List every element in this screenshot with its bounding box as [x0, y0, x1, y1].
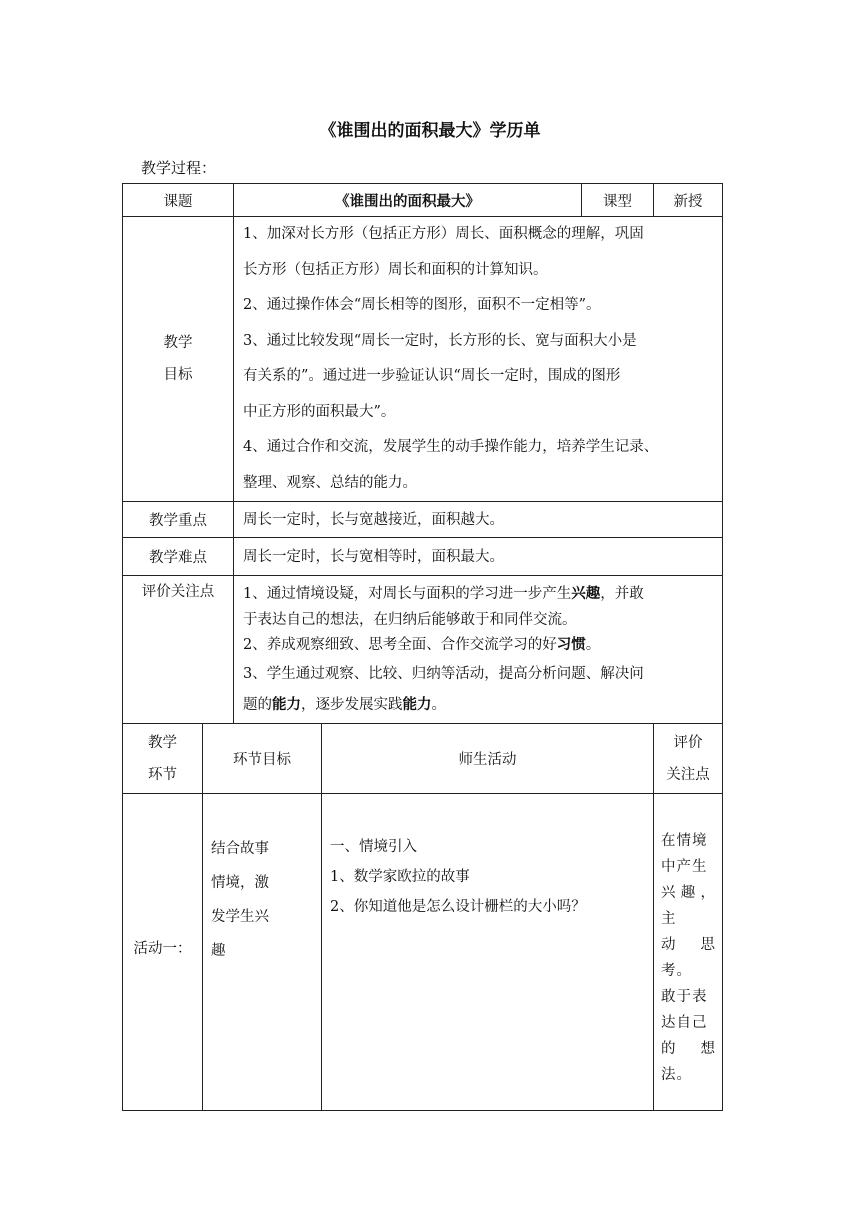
- objective-line: 2、通过操作体会“周长相等的图形，面积不一定相等”。: [243, 297, 601, 313]
- objective-line: 4、通过合作和交流，发展学生的动手操作能力，培养学生记录、: [243, 439, 659, 455]
- type-label: 课型: [582, 184, 654, 217]
- topic-row: [123, 184, 723, 217]
- activity-one-focus: [654, 794, 723, 1111]
- goal-line: 结合故事: [211, 841, 269, 857]
- difficult-point-label: 教学难点: [123, 538, 234, 576]
- evaluation-label: 评价关注点: [123, 576, 234, 724]
- activity-line: 1、数学家欧拉的故事: [330, 869, 470, 885]
- difficult-point-row: [123, 538, 723, 576]
- focus-line: 达自己: [661, 1015, 708, 1031]
- activity-one-stage: 活动一：: [123, 794, 203, 1111]
- evaluation-row: [123, 576, 723, 724]
- topic-label: 课题: [123, 184, 234, 217]
- lesson-plan-table: [122, 183, 723, 1111]
- objective-line: 1、加深对长方形（包括正方形）周长、面积概念的理解，巩固: [243, 226, 644, 242]
- evaluation-item-3-cont: 题的能力，逐步发展实践能力。: [243, 695, 446, 713]
- goal-line: 情境，激: [211, 875, 269, 891]
- key-point-row: [123, 502, 723, 538]
- focus-header-line1: 评价: [673, 734, 703, 751]
- activity-one-content: [322, 794, 654, 1111]
- evaluation-content: [234, 576, 723, 724]
- objectives-content: [234, 217, 723, 502]
- key-point-value: 周长一定时，长与宽越接近，面积越大。: [234, 502, 723, 538]
- focus-header: [654, 724, 723, 794]
- stage-header-line2: 环节: [148, 766, 177, 783]
- activity-line: 2、你知道他是怎么设计栅栏的大小吗？: [330, 899, 586, 915]
- goal-line: 发学生兴: [211, 909, 269, 925]
- objective-line: 长方形（包括正方形）周长和面积的计算知识。: [243, 261, 548, 278]
- objectives-label: [123, 217, 234, 502]
- process-label: 教学过程：: [141, 159, 217, 177]
- objective-line: 3、通过比较发现“周长一定时，长方形的长、宽与面积大小是: [243, 332, 637, 349]
- stage-header: [123, 724, 203, 794]
- activity-header: 师生活动: [322, 724, 654, 794]
- focus-header-line2: 关注点: [666, 766, 710, 783]
- objectives-label-line1: 教学: [163, 335, 193, 351]
- activity-one-row: [123, 794, 723, 1111]
- difficult-point-value: 周长一定时，长与宽相等时，面积最大。: [234, 538, 723, 576]
- objectives-row: [123, 217, 723, 502]
- evaluation-item-1: 1、通过情境设疑，对周长与面积的学习进一步产生兴趣，并敢: [243, 585, 644, 602]
- topic-value: 《谁围出的面积最大》: [234, 184, 582, 217]
- focus-line: 敢于表: [661, 989, 708, 1005]
- evaluation-item-1-cont: 于表达自己的想法，在归纳后能够敢于和同伴交流。: [243, 611, 577, 628]
- objective-line: 中正方形的面积最大”。: [243, 403, 396, 420]
- focus-line: 中产生: [661, 859, 708, 875]
- key-point-label: 教学重点: [123, 502, 234, 538]
- objective-line: 有关系的”。通过进一步验证认识“周长一定时，围成的图形: [243, 368, 621, 384]
- focus-line: 的想法。: [661, 1041, 716, 1083]
- focus-line: 动思考。: [661, 937, 716, 979]
- stage-header-line1: 教学: [148, 734, 177, 751]
- stages-header-row: [123, 724, 723, 794]
- evaluation-item-3: 3、学生通过观察、比较、归纳等活动，提高分析问题、解决问: [243, 666, 644, 682]
- objectives-label-line2: 目标: [163, 367, 193, 383]
- focus-line: 兴趣，主: [661, 885, 716, 927]
- goal-header: 环节目标: [203, 724, 322, 794]
- objective-line: 整理、观察、总结的能力。: [243, 474, 417, 491]
- goal-line: 趣: [211, 943, 226, 959]
- activity-one-goal: [203, 794, 322, 1111]
- focus-line: 在情境: [661, 833, 708, 849]
- type-value: 新授: [654, 184, 723, 217]
- evaluation-item-2: 2、养成观察细致、思考全面、合作交流学习的好习惯。: [243, 635, 601, 653]
- activity-line: 一、情境引入: [330, 839, 417, 855]
- document-title: 《谁围出的面积最大》学历单: [319, 121, 541, 141]
